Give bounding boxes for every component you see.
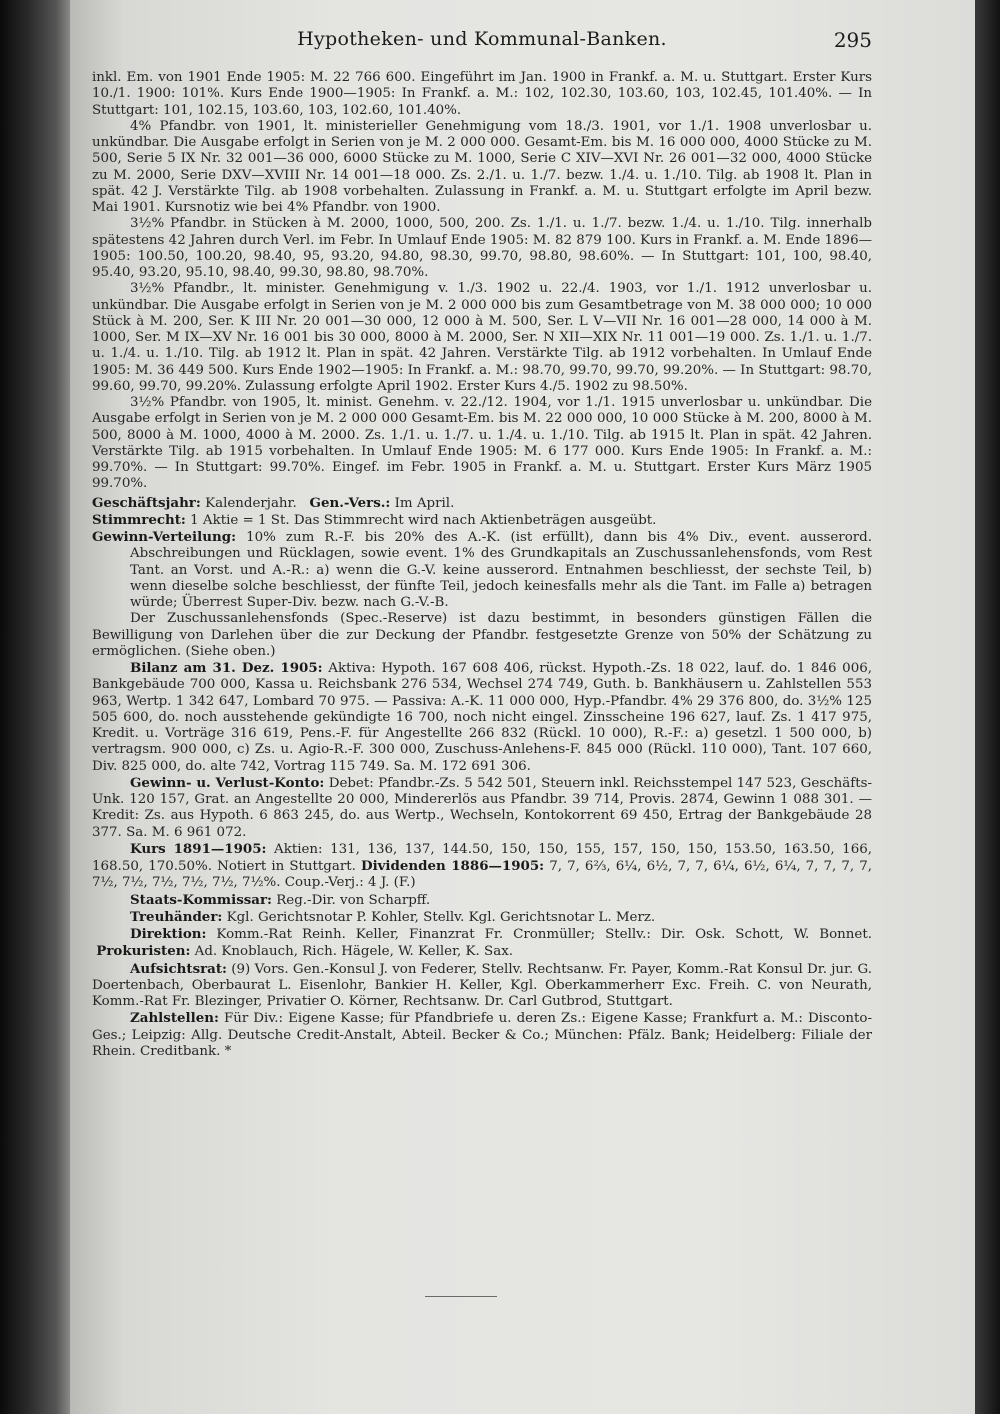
paragraph-text: inkl. Em. von 1901 Ende 1905: M. 22 766 600. Eingeführt im Jan. 1900 in Frankf. a. M. u. Stuttgart. Erster Kurs 10./1. 1900: 101%. Kurs Ende 1900—1905: In Frankf. a. M.: 102, 102.30, 103.60, 103, 102.45, 101.40%. — In Stuttgart: 101, 102.15, 103.60, 103, 102.60, 101.40%. (92, 70, 872, 118)
section-label: Prokuristen: (96, 943, 191, 960)
paragraph-text: 3½% Pfandbr., lt. minister. Genehmigung v. 1./3. 1902 u. 22./4. 1903, vor 1./1. 1912 unverlosbar u. unkündbar. Die Ausgabe erfolgt in Serien von je M. 2 000 000 bis zum Gesamtbetrage von M. 38 000 000; 10 000 Stück à M. 200, Ser. K III Nr. 20 001—30 000, 12 000 à M. 500, Ser. L V—VII Nr. 16 001—28 000, 14 000 à M. 1000, Ser. M IX—XV Nr. 16 001 bis 30 000, 8000 à M. 2000, Ser. N XII—XIX Nr. 11 001—19 000. Zs. 1./1. u. 1./7. u. 1./4. u. 1./10. Tilg. ab 1912 lt. Plan in spät. 42 Jahren. Verstärkte Tilg. ab 1912 vorbehalten. In Umlauf Ende 1905: M. 36 449 500. Kurs Ende 1902—1905: In Frankf. a. M.: 98.70, 99.70, 99.70, 99.20%. — In Stuttgart: 98.70, 99.60, 99.70, 99.20%. Zulassung erfolgte April 1902. Erster Kurs 4./5. 1902 zu 98.50%. (92, 281, 872, 394)
section-label: Gewinn- u. Verlust-Konto: (130, 774, 325, 791)
section-label: Treuhänder: (130, 908, 223, 925)
paragraph-pfandbr-3-5 (92, 216, 872, 281)
section-text: Reg.-Dir. von Scharpff. (276, 892, 431, 908)
section-label: Kurs 1891—1905: (130, 840, 267, 857)
paragraph-zuschussfonds (92, 611, 872, 660)
section-text: Im April. (394, 495, 455, 511)
running-title: Hypotheken- und Kommunal-Banken. (297, 28, 667, 50)
section-stimmrecht (92, 512, 872, 529)
page-edge-shadow (975, 0, 1000, 1414)
section-text: 1 Aktie = 1 St. Das Stimmrecht wird nach Aktienbeträgen ausgeübt. (190, 512, 657, 528)
section-text: (9) Vors. Gen.-Konsul J. von Federer, Stellv. Rechtsanw. Fr. Payer, Komm.-Rat Konsul Dr. jur. G. Doertenbach, Oberbaurat L. Eisenlohr, Bankier H. Keller, Kgl. Oberkammerherr Exc. Freih. C. von Neurath, Komm.-Rat Fr. Blezinger, Privatier O. Körner, Rechtsanw. Dr. Carl Gutbrod, Stuttgart. (92, 961, 873, 1009)
section-text: Aktien: 131, 136, 137, 144.50, 150, 150, 155, 157, 150, 150, 153.50, 163.50, 166, 168.50, 170.50%. Notiert in Stuttgart. (92, 841, 873, 874)
section-text: Kalenderjahr. (205, 495, 297, 511)
book-spine-shadow (0, 0, 70, 1414)
section-aufsichtsrat (92, 961, 872, 1011)
section-label: Gewinn-Verteilung: (92, 529, 237, 545)
section-bilanz (92, 660, 872, 775)
section-label: Aufsichtsrat: (130, 960, 227, 977)
section-kurs-dividenden (92, 841, 872, 892)
section-label: Zahlstellen: (130, 1010, 219, 1027)
paragraph-pfandbr-1901 (92, 119, 872, 217)
section-label: Gen.-Vers.: (309, 494, 391, 511)
paragraph-text: 4% Pfandbr. von 1901, lt. ministerieller Genehmigung vom 18./3. 1901, vor 1./1. 1908 unverlosbar u. unkündbar. Die Ausgabe erfolgt in Serien von je M. 2 000 000. Gesamt-Em. bis M. 16 000 000, 4000 Stücke zu M. 500, Serie 5 IX Nr. 32 001—36 000, 6000 Stücke zu M. 1000, Serie C XIV—XVI Nr. 26 001—32 000, 4000 Stücke zu M. 2000, Serie DXV—XVIII Nr. 14 001—18 000. Zs. 2./1. u. 1./7. bezw. 1./4. u. 1./10. Tilg. ab 1908 lt. Plan in spät. 42 J. Verstärkte Tilg. ab 1908 vorbehalten. Zulassung in Frankf. a. M. u. Stuttgart erfolgte im April bezw. Mai 1901. Kursnotiz wie bei 4% Pfandbr. von 1900. (92, 118, 872, 215)
section-geschaeftsjahr (92, 495, 872, 512)
paragraph-pfandbr-1905 (92, 395, 872, 493)
section-label: Dividenden 1886—1905: (360, 858, 545, 874)
section-text: Aktiva: Hypoth. 167 608 406, rückst. Hypoth.-Zs. 18 022, lauf. do. 1 846 006, Bankgebäude 700 000, Kassa u. Reichsbank 276 534, Wechsel 274 749, Guth. b. Bankhäusern u. Zahlstellen 553 963, Wertp. 1 342 647, Lombard 70 975. — Passiva: A.-K. 11 000 000, Hyp.-Pfandbr. 4% 29 376 800, do. 3½% 125 505 600, do. noch ausstehende gekündigte 16 700, noch nicht eingel. Zinsscheine 196 627, lauf. Zs. 1 417 975, Kredit. u. Vorträge 316 619, Pens.-F. für Angestellte 266 832 (Rückl. 10 000), R.-F.: a) gesetzl. 1 500 000, b) vertragsm. 900 000, c) Zs. u. Agio-R.-F. 300 000, Zuschuss-Anlehens-F. 845 000 (Rückl. 110 000), Tant. 107 660, Div. 825 000, do. alte 742, Vortrag 115 749. Sa. M. 172 691 306. (92, 661, 872, 774)
section-direktion (92, 926, 872, 961)
page-content (92, 70, 872, 1060)
section-label: Stimmrecht: (92, 511, 186, 528)
section-label: Bilanz am 31. Dez. 1905: (130, 660, 323, 676)
section-text: Komm.-Rat Reinh. Keller, Finanzrat Fr. Cronmüller; Stellv.: Dir. Osk. Schott, W. Bonnet. (216, 927, 872, 942)
section-label: Staats-Kommissar: (130, 891, 272, 908)
section-text: Debet: Pfandbr.-Zs. 5 542 501, Steuern inkl. Reichsstempel 147 523, Geschäfts-Unk. 120 157, Grat. an Angestellte 20 000, Mindererlös aus Pfandbr. 39 714, Provis. 2874, Gewinn 1 088 301. — Kredit: Zs. aus Hypoth. 6 863 245, do. aus Wertp., Wechseln, Kontokorrent 69 450, Ertrag der Bankgebäude 28 377. Sa. M. 6 961 072. (92, 775, 872, 840)
page-header (92, 28, 872, 56)
section-staats-kommissar (92, 892, 872, 909)
paragraph-text: Der Zuschussanlehensfonds (Spec.-Reserve) ist dazu bestimmt, in besonders günstigen Fällen die Bewilligung von Darlehen über die zur Deckung der Pfandbr. festgesetzte Grenze von 50% der Schätzung zu ermöglichen. (Siehe oben.) (92, 611, 872, 659)
section-gewinn-verteilung (92, 529, 872, 611)
section-label: Direktion: (130, 926, 207, 942)
section-text: Kgl. Gerichtsnotar P. Kohler, Stellv. Kgl. Gerichtsnotar L. Merz. (226, 909, 656, 925)
end-rule (425, 1296, 497, 1297)
section-gewinn-verlust (92, 775, 872, 841)
section-text: 7, 7, 6⅔, 6¼, 6½, 7, 7, 6¼, 6½, 6¼, 7, 7, 7, 7, 7½, 7½, 7½, 7½, 7½, 7½%. Coup.-Verj.: 4 J. (F.) (92, 859, 873, 891)
paragraph-em-1901 (92, 70, 872, 119)
page-number: 295 (833, 28, 872, 52)
section-treuhaender (92, 909, 872, 926)
section-zahlstellen (92, 1010, 872, 1060)
section-text: Für Div.: Eigene Kasse; für Pfandbriefe u. deren Zs.: Eigene Kasse; Frankfurt a. M.: Disconto-Ges.; Leipzig: Allg. Deutsche Credit-Anstalt, Abteil. Becker & Co.; München: Pfälz. Bank; Heidelberg: Filiale der Rhein. Creditbank. * (92, 1011, 872, 1059)
paragraph-pfandbr-1902 (92, 281, 872, 395)
paragraph-text: 3½% Pfandbr. von 1905, lt. minist. Genehm. v. 22./12. 1904, vor 1./1. 1915 unverlosbar u. unkündbar. Die Ausgabe erfolgt in Serien von je M. 2 000 000 Gesamt-Em. bis M. 22 000 000, 10 000 Stücke à M. 200, 8000 à M. 500, 8000 à M. 1000, 4000 à M. 2000. Zs. 1./1. u. 1./7. u. 1./4. u. 1./10. Tilg. ab 1915 lt. Plan in spät. 42 Jahren. Verstärkte Tilg. ab 1915 vorbehalten. In Umlauf Ende 1905: M. 6 177 000. Kurs Ende 1905: In Frankf. a. M.: 99.70%. — In Stuttgart: 99.70%. Eingef. im Febr. 1905 in Frankf. a. M. u. Stuttgart. Erster Kurs März 1905 99.70%. (92, 395, 872, 492)
section-text: 10% zum R.-F. bis 20% des A.-K. (ist erfüllt), dann bis 4% Div., event. ausserord. Abschreibungen und Rücklagen, sowie event. 1% des Grundkapitals an Zuschussanlehensfonds, vom Rest Tant. an Vorst. und A.-R.: a) wenn die G.-V. keine ausserord. Entnahmen beschliesst, der sechste Teil, b) wenn dieselbe solche beschliesst, der fünfte Teil, jedoch keinesfalls mehr als die Tant. im Falle a) betragen würde; Überrest Super-Div. bezw. nach G.-V.-B. (130, 530, 872, 610)
paragraph-text: 3½% Pfandbr. in Stücken à M. 2000, 1000, 500, 200. Zs. 1./1. u. 1./7. bezw. 1./4. u. 1./10. Tilg. innerhalb spätestens 42 Jahren durch Verl. im Febr. In Umlauf Ende 1905: M. 82 879 100. Kurs in Frankf. a. M. Ende 1896—1905: 100.50, 100.20, 98.40, 95, 93.20, 94.80, 98.30, 99.70, 98.80, 98.60%. — In Stuttgart: 101, 100, 98.40, 95.40, 93.20, 95.10, 98.40, 99.30, 98.80, 98.70%. (92, 216, 872, 280)
section-text: Ad. Knoblauch, Rich. Hägele, W. Keller, K. Sax. (194, 944, 514, 960)
section-label: Geschäftsjahr: (92, 494, 201, 511)
